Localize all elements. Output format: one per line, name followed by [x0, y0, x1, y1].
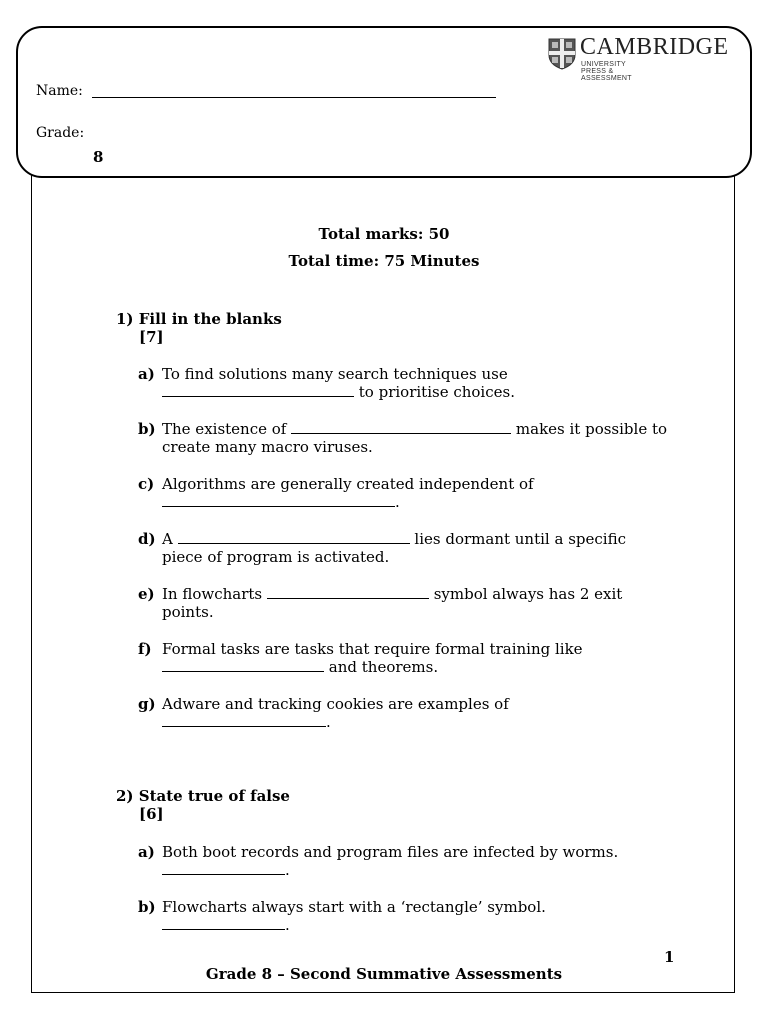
page-number: 1 [664, 948, 675, 966]
name-label: Name: [36, 83, 83, 99]
question-text: Algorithms are generally created independent of [162, 475, 534, 493]
question-letter: f) [138, 640, 152, 658]
question-text-line2: points. [162, 603, 214, 621]
question-text-line2: create many macro viruses. [162, 438, 373, 456]
question-text: The existence of [162, 420, 287, 438]
answer-blank[interactable] [162, 383, 354, 397]
question-text-after: . [285, 916, 290, 934]
question-text-after: lies dormant until a specific [414, 530, 626, 548]
question-text-after: makes it possible to [515, 420, 668, 438]
question-text-after: . [326, 713, 331, 731]
cambridge-logo [548, 34, 729, 82]
question-text: Flowcharts always start with a ‘rectangle’ symbol. [162, 898, 546, 916]
answer-blank[interactable] [162, 861, 285, 875]
total-marks: Total marks: 50 [318, 225, 450, 243]
grade-value: 8 [93, 148, 104, 166]
question-text-after: symbol always has 2 exit [433, 585, 623, 603]
question-text: Both boot records and program files are infected by worms. [162, 843, 619, 861]
question-letter: g) [138, 695, 156, 713]
logo-title: CAMBRIDGE [580, 34, 729, 60]
question-text-after: and theorems. [328, 658, 439, 676]
answer-blank[interactable] [267, 585, 429, 599]
answer-blank[interactable] [162, 493, 395, 507]
section-2-marks: [6] [139, 805, 164, 823]
logo-subtitle: UNIVERSITY PRESS & ASSESSMENT [581, 61, 632, 82]
question-letter: a) [138, 365, 155, 383]
answer-blank[interactable] [178, 530, 410, 544]
answer-blank[interactable] [291, 420, 511, 434]
question-text: Adware and tracking cookies are examples of [162, 695, 509, 713]
question-text-line2: piece of program is activated. [162, 548, 390, 566]
section-1-marks: [7] [139, 328, 164, 346]
question-text-after: . [285, 861, 290, 879]
total-time: Total time: 75 Minutes [288, 252, 480, 270]
question-letter: d) [138, 530, 156, 548]
question-text: In flowcharts [162, 585, 263, 603]
section-1-heading: 1) Fill in the blanks [116, 310, 282, 328]
name-field-line[interactable] [92, 97, 496, 98]
answer-blank[interactable] [162, 713, 326, 727]
question-letter: b) [138, 898, 156, 916]
question-letter: c) [138, 475, 155, 493]
section-2-heading: 2) State true of false [116, 787, 290, 805]
grade-label: Grade: [36, 125, 85, 141]
question-letter: a) [138, 843, 155, 861]
answer-blank[interactable] [162, 916, 285, 930]
question-letter: b) [138, 420, 156, 438]
question-text: Formal tasks are tasks that require formal training like [162, 640, 583, 658]
question-text-after: to prioritise choices. [358, 383, 515, 401]
answer-blank[interactable] [162, 658, 324, 672]
cambridge-shield-icon [548, 38, 576, 70]
question-text: A [162, 530, 173, 548]
question-letter: e) [138, 585, 155, 603]
question-text: To find solutions many search techniques use [162, 365, 508, 383]
footer-title: Grade 8 – Second Summative Assessments [205, 965, 563, 983]
question-text-after: . [395, 493, 400, 511]
